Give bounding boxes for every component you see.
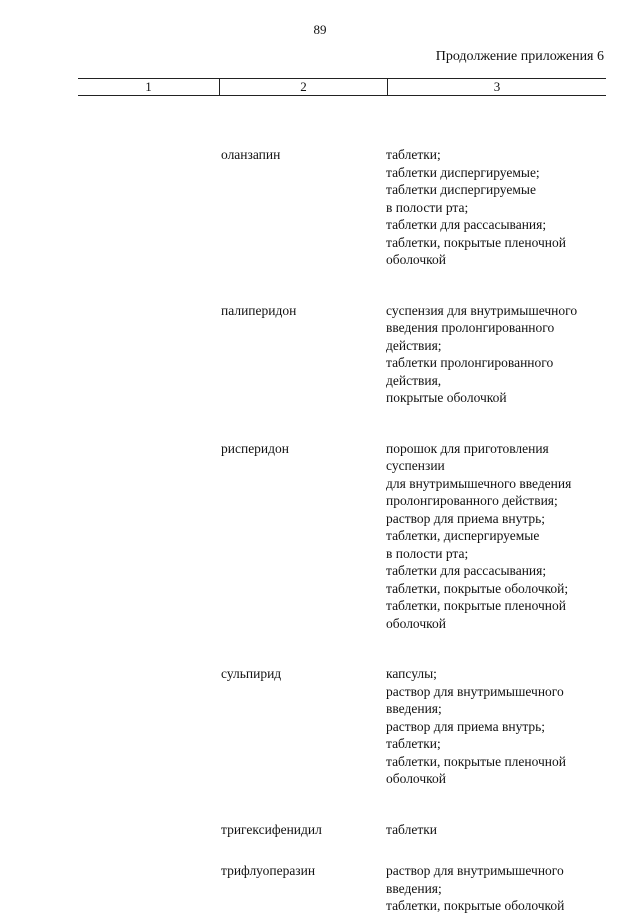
dosage-form-line: таблетки для рассасывания; xyxy=(386,563,547,578)
dosage-forms xyxy=(386,146,626,269)
dosage-form-line: суспензии xyxy=(386,458,445,473)
dosage-form-line: в полости рта; xyxy=(386,545,469,561)
dosage-form-line: раствор для приема внутрь; xyxy=(386,510,546,526)
dosage-form-line: таблетки диспергируемые xyxy=(386,182,536,197)
drug-name: палиперидон xyxy=(221,302,297,318)
dosage-form-line: пролонгированного действия; xyxy=(386,493,558,508)
dosage-form-line: таблетки для рассасывания; xyxy=(386,217,547,232)
dosage-form-line: раствор для внутримышечного xyxy=(386,683,564,699)
dosage-form-line: действия; xyxy=(386,337,442,353)
dosage-form-line: таблетки, покрытые пленочной xyxy=(386,234,567,250)
dosage-form-line: оболочкой xyxy=(386,252,446,267)
dosage-forms xyxy=(386,821,626,839)
header-col-1: 1 xyxy=(145,79,152,94)
dosage-form-line: таблетки диспергируемые; xyxy=(386,164,540,180)
page-number: 89 xyxy=(313,22,327,37)
dosage-form-line: таблетки, покрытые пленочной xyxy=(386,598,567,613)
dosage-form-line: раствор для приема внутрь; xyxy=(386,718,546,734)
dosage-form-line: таблетки, диспергируемые xyxy=(386,528,540,543)
dosage-forms xyxy=(386,440,626,633)
dosage-form-line: оболочкой xyxy=(386,771,446,786)
header-col-2: 2 xyxy=(219,79,387,95)
dosage-form-line: оболочкой xyxy=(386,615,446,631)
dosage-form-line: введения пролонгированного xyxy=(386,320,555,335)
dosage-form-line: таблетки; xyxy=(386,736,441,751)
dosage-form-line: покрытые оболочкой xyxy=(386,390,507,405)
dosage-form-line: действия, xyxy=(386,372,442,388)
dosage-form-line: таблетки пролонгированного xyxy=(386,355,554,370)
dosage-form-line: таблетки, покрытые оболочкой; xyxy=(386,580,569,596)
dosage-form-line: введения; xyxy=(386,880,442,896)
header-col-3: 3 xyxy=(387,79,606,95)
dosage-forms xyxy=(386,302,626,407)
dosage-form-line: таблетки, покрытые оболочкой xyxy=(386,898,565,913)
table-row xyxy=(0,862,640,915)
table-row xyxy=(0,665,640,788)
dosage-forms xyxy=(386,862,626,915)
dosage-form-line: суспензия для внутримышечного xyxy=(386,302,578,318)
drug-name: трифлуоперазин xyxy=(221,863,316,878)
table-row xyxy=(0,302,640,407)
dosage-form-line: таблетки xyxy=(386,821,438,837)
dosage-form-line: таблетки; xyxy=(386,147,441,162)
dosage-form-line: в полости рта; xyxy=(386,199,469,215)
table-row xyxy=(0,440,640,633)
dosage-form-line: введения; xyxy=(386,701,442,716)
continuation-label: Продолжение приложения 6 xyxy=(435,49,604,64)
dosage-forms xyxy=(386,665,626,788)
dosage-form-line: для внутримышечного введения xyxy=(386,475,572,491)
dosage-form-line: капсулы; xyxy=(386,666,437,681)
table-row xyxy=(0,146,640,269)
table-header xyxy=(78,78,606,96)
table-row xyxy=(0,821,640,839)
dosage-form-line: порошок для приготовления xyxy=(386,440,549,456)
drug-name: тригексифенидил xyxy=(221,821,322,837)
dosage-form-line: раствор для внутримышечного xyxy=(386,863,564,878)
dosage-form-line: таблетки, покрытые пленочной xyxy=(386,753,567,769)
drug-name: оланзапин xyxy=(221,147,281,162)
drug-name: сульпирид xyxy=(221,666,282,681)
drug-name: рисперидон xyxy=(221,440,290,456)
drug-list xyxy=(0,116,640,915)
